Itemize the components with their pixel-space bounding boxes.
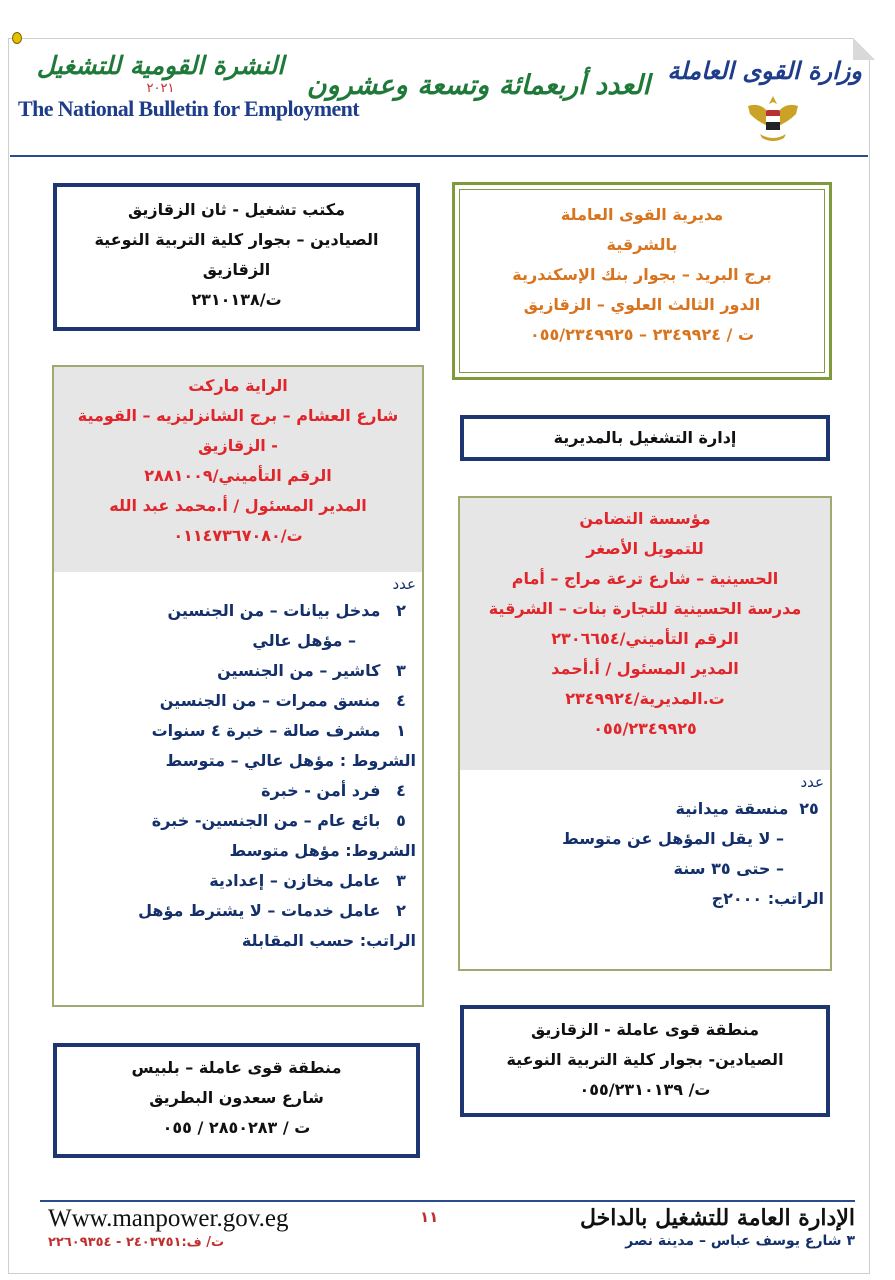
company-name: مؤسسة التضامن [579,509,711,528]
office-zagazig2-box [53,183,420,331]
office-address: الصيادين – بجوار كلية التربية النوعية [94,230,379,249]
issue-title: العدد أربعمائة وتسعة وعشرون [306,70,650,101]
eagle-emblem-icon [744,92,802,144]
insurance-number: الرقم التأميني/٢٨٨١٠٠٩ [144,466,332,485]
office-title: مكتب تشغيل - ثان الزقازيق [128,200,345,219]
area-address: الصيادين- بجوار كلية التربية النوعية [506,1050,784,1069]
area-title: منطقة قوى عاملة – بلبيس [131,1058,342,1077]
page-header [10,50,868,150]
company-address: شارع العشام – برج الشانزليزيه – القومية [77,406,399,425]
tadamon-box [458,496,832,971]
ministry-name: وزارة القوى العاملة [667,56,862,85]
job-conditions: الشروط : مؤهل عالي – متوسط [165,751,416,770]
footer-contact [48,1205,408,1250]
footer-divider [40,1200,855,1202]
footer-phones: ت/ ف:٢٤٠٣٧٥١ - ٢٢٦٠٩٣٥٤ [48,1235,225,1250]
directorate-box [452,182,832,380]
area-phone: ت / ٢٨٥٠٢٨٣ / ٠٥٥ [162,1118,311,1137]
job-detail: – لا يقل المؤهل عن متوسط [562,829,784,848]
job-row: – مؤهل عالي [252,631,356,650]
manager-name: المدير المسئول / أ.محمد عبد الله [109,496,367,515]
raya-market-jobs [54,572,422,956]
directorate-line: الدور الثالث العلوي – الزقازيق [523,295,761,314]
bulletin-year: ٢٠٢١ [146,81,175,96]
page-number: ١١ [420,1208,439,1226]
tadamon-jobs [460,770,830,914]
tadamon-header [460,498,830,770]
company-name-2: للتمويل الأصغر [586,539,704,558]
ministry-logo [647,52,862,147]
directorate-line: بالشرقية [606,235,678,254]
directorate-line: مديرية القوى العاملة [560,205,724,224]
belbeis-box [53,1043,420,1158]
area-address: شارع سعدون البطريق [149,1088,324,1107]
employment-admin-box [460,415,830,461]
job-row: ٢ عامل خدمات – لا يشترط مؤهل [138,901,406,920]
company-city: - الزقازيق [198,436,278,455]
department-address: ٣ شارع يوسف عباس – مدينة نصر [625,1233,855,1249]
pin-icon [12,32,22,44]
directorate-phone: ت / ٢٣٤٩٩٢٤ – ٠٥٥/٢٣٤٩٩٢٥ [529,325,755,344]
bulletin-title-en: The National Bulletin for Employment [18,96,360,121]
directorate-line: برج البريد – بجوار بنك الإسكندرية [512,265,772,284]
department-name: الإدارة العامة للتشغيل بالداخل [579,1205,855,1231]
job-row: ٣ عامل مخازن – إعدادية [209,871,406,890]
directorate-phone-2: ٠٥٥/٢٣٤٩٩٢٥ [593,719,697,738]
job-row: ٣ كاشير – من الجنسين [217,661,406,680]
job-conditions: الشروط: مؤهل متوسط [229,841,416,860]
bulletin-logo [18,50,360,145]
job-detail: – حتى ٣٥ سنة [673,859,784,878]
area-title: منطقة قوى عاملة - الزقازيق [531,1020,759,1039]
manager-name: المدير المسئول / أ.أحمد [551,659,739,678]
count-label: عدد [392,575,416,593]
company-address: الحسينية – شارع ترعة مراج – أمام [511,569,779,588]
office-phone: ت/٢٣١٠١٣٨ [191,290,282,309]
raya-market-header [54,367,422,572]
insurance-number: الرقم التأميني/٢٣٠٦٦٥٤ [551,629,739,648]
company-address-2: مدرسة الحسينية للتجارة بنات – الشرقية [488,599,802,618]
footer-department [495,1205,855,1249]
company-name: الراية ماركت [188,376,288,395]
raya-market-box [52,365,424,1007]
job-row: ٢ مدخل بيانات – من الجنسين [167,601,406,620]
job-row: ٢٥ منسقة ميدانية [675,799,819,818]
job-row: ٤ منسق ممرات – من الجنسين [159,691,406,710]
job-row: ٤ فرد أمن - خبرة [261,781,406,800]
area-phone: ت/ ٠٥٥/٢٣١٠١٣٩ [579,1080,711,1099]
company-phone: ت/٠١١٤٧٣٦٧٠٨٠ [173,526,303,545]
job-row: ١ مشرف صالة – خبرة ٤ سنوات [151,721,406,740]
count-label: عدد [800,773,824,791]
salary: الراتب: ٢٠٠٠ج [711,889,824,908]
office-city: الزقازيق [202,260,271,279]
bulletin-title-ar: النشرة القومية للتشغيل [36,51,285,80]
job-row: ٥ بائع عام – من الجنسين- خبرة [151,811,406,830]
employment-admin-label: إدارة التشغيل بالمديرية [553,428,737,447]
directorate-phone: ت.المديرية/٢٣٤٩٩٢٤ [565,689,725,708]
salary: الراتب: حسب المقابلة [241,931,416,950]
zagazig-area-box [460,1005,830,1117]
website-link[interactable]: Www.manpower.gov.eg [48,1205,289,1232]
header-divider [10,155,868,157]
